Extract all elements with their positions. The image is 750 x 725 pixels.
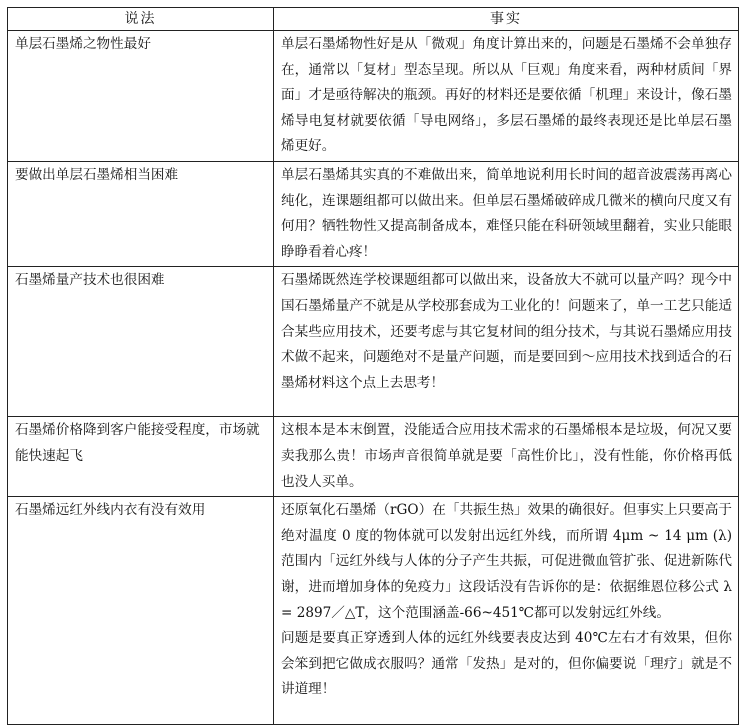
fact-paragraph: 石墨烯既然连学校课题组都可以做出来，设备放大不就可以量产吗？现今中国石墨烯量产不就是从学校那套成为工业化的！问题来了，单一工艺只能适合某些应用技术，还要考虑与其它复材间的组分技术，与其说石墨烯应用技术做不起来，问题绝对不是量产问题，而是要回到～应用技术找到适合的石墨烯材料这个点上去思考！ — [281, 272, 732, 391]
fact-paragraph: 单层石墨烯物性好是从「微观」角度计算出来的，问题是石墨烯不会单独存在，通常以「复材」型态呈现。所以从「巨观」角度来看，两种材质间「界面」才是亟待解决的瓶颈。再好的材料还是要依循「机理」来设计，像石墨烯导电复材就要依循「导电网络」，多层石墨烯的最终表现还是比单层石墨烯更好。 — [281, 36, 732, 155]
header-fact: 事实 — [274, 8, 739, 31]
claim-cell: 石墨烯量产技术也很困难 — [8, 267, 274, 417]
table-row — [8, 161, 739, 266]
fact-paragraph: 单层石墨烯其实真的不难做出来，简单地说利用长时间的超音波震荡再离心纯化，连课题组都可以做出来。但单层石墨烯破碎成几微米的横向尺度又有何用？牺牲物性又提高制备成本，难怪只能在科研领域里翻着，实业只能眼睁睁看着心疼！ — [281, 166, 732, 260]
table-row — [8, 417, 739, 497]
claim-cell: 石墨烯远红外线内衣有没有效用 — [8, 497, 274, 725]
fact-cell — [274, 31, 739, 162]
claim-cell: 石墨烯价格降到客户能接受程度，市场就能快速起飞 — [8, 417, 274, 497]
table-header-row — [8, 8, 739, 31]
table-row — [8, 497, 739, 725]
header-claim: 说法 — [8, 8, 274, 31]
fact-cell — [274, 417, 739, 497]
fact-paragraph: 问题是要真正穿透到人体的远红外线要表皮达到 40℃左右才有效果，但你会笨到把它做成衣服吗？通常「发热」是对的，但你偏要说「理疗」就是不讲道理！ — [281, 630, 732, 698]
claims-facts-table — [7, 7, 739, 725]
table-row — [8, 267, 739, 417]
fact-cell — [274, 267, 739, 417]
claim-cell: 要做出单层石墨烯相当困难 — [8, 161, 274, 266]
fact-paragraph: 还原氧化石墨烯（rGO）在「共振生热」效果的确很好。但事实上只要高于绝对温度 0 度的物体就可以发射出远红外线，而所谓 4μm ~ 14 μm (λ)范围内「远红外线与人体的分子产生共振，可促进微血管扩张、促进新陈代谢，进而增加身体的免疫力」这段话没有告诉你的是：依据维恩位移公式 λ = 2897／△T，这个范围涵盖-66~451℃都可以发射远红外线。 — [281, 502, 732, 621]
fact-cell — [274, 161, 739, 266]
claim-cell: 单层石墨烯之物性最好 — [8, 31, 274, 162]
fact-paragraph: 这根本是本末倒置，没能适合应用技术需求的石墨烯根本是垃圾，何况又要卖我那么贵！市场声音很简单就是要「高性价比」，没有性能，你价格再低也没人买单。 — [281, 422, 732, 490]
table-row — [8, 31, 739, 162]
fact-cell — [274, 497, 739, 725]
